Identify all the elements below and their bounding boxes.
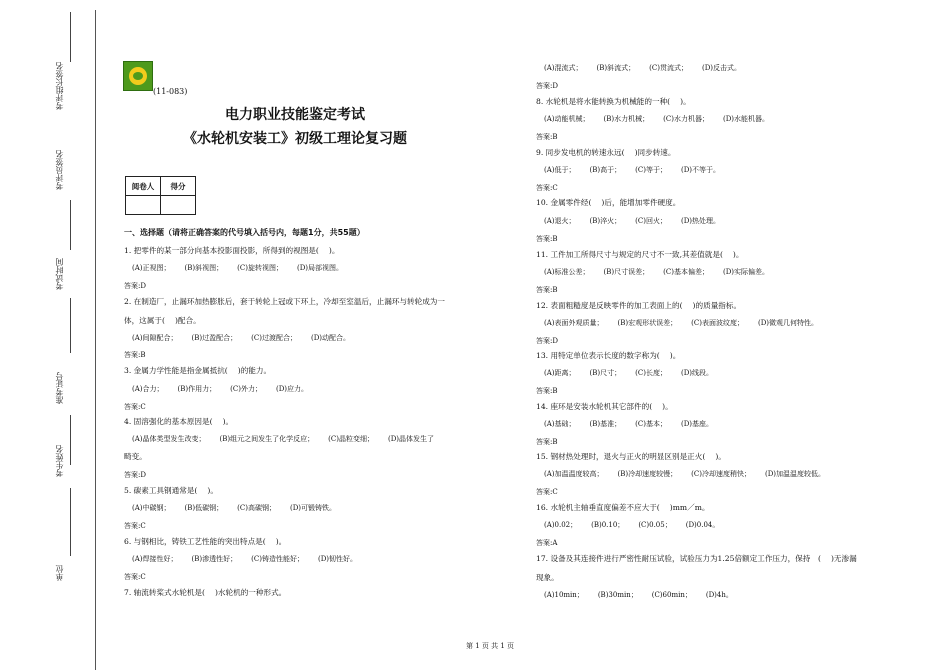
name-line [70, 488, 71, 556]
option-b: (B)渗透性好； [191, 555, 238, 563]
question-options [132, 503, 350, 513]
question-stem: 8. 水轮机是将水能转换为机械能的一种( )。 [536, 97, 691, 106]
signature-line [70, 200, 71, 250]
signature-line [70, 12, 71, 62]
option-a: (A)正视图； [132, 264, 171, 272]
answer: 答案:C [124, 403, 146, 411]
question-stem: 1. 把零件的某一部分向基本投影面投影，所得到的视图是( )。 [124, 246, 340, 255]
option-d: (D)应力。 [275, 385, 309, 393]
option-b: (B)过盈配合； [191, 334, 238, 342]
option-b: (B)高于； [589, 166, 622, 174]
exam-title: 电力职业技能鉴定考试 [225, 107, 365, 123]
option-b: (B)水力机械； [603, 115, 650, 123]
option-d: (D)水能机器。 [722, 115, 770, 123]
question-stem: 14. 座环是安装水轮机其它部件的( )。 [536, 402, 673, 411]
option-c: (C)旋转视图； [237, 264, 283, 272]
binding-line [95, 10, 96, 670]
option-c: (C)铸造性能好； [251, 555, 304, 563]
option-b: (B)尺寸； [589, 369, 622, 377]
question-options [544, 63, 755, 73]
option-a: (A)焊接性好； [132, 555, 178, 563]
page-footer: 第 1 页 共 1 页 [465, 642, 515, 650]
answer: 答案:C [124, 522, 146, 530]
option-c: (C)水力机器； [663, 115, 709, 123]
question-options [132, 333, 364, 343]
question-stem: 17. 设备及其连接件进行严密性耐压试验，试验压力为1.25倍额定工作压力，保持 ( )无渗漏 [536, 554, 857, 563]
time-line [70, 298, 71, 353]
question-options [544, 368, 727, 378]
option-b: (B)宏观形状误差； [617, 319, 678, 327]
ticket-line [70, 415, 71, 465]
answer: 答案:D [124, 471, 146, 479]
answer: 答案:C [124, 573, 146, 581]
option-a: (A)基础； [544, 420, 576, 428]
option-c: (C)基本偏差； [663, 268, 709, 276]
option-d: (D)局部视图。 [296, 264, 344, 272]
question-options [544, 165, 734, 175]
option-c: (C)60min； [651, 591, 692, 599]
option-d: (D)加温温度较低。 [764, 470, 826, 478]
answer: 答案:B [536, 438, 558, 446]
option-b: (B)冷却速度较慢； [617, 470, 678, 478]
option-c: (C)长度； [635, 369, 667, 377]
option-a: (A)中碳钢； [132, 504, 171, 512]
option-continued: 畸变。 [124, 452, 147, 461]
score-header: 得分 [161, 177, 196, 196]
option-c: (C)外力； [230, 385, 262, 393]
option-d: (D)微观几何特性。 [757, 319, 819, 327]
question-stem: 13. 用特定单位表示长度的数字称为( )。 [536, 351, 681, 360]
document-code: (11-083) [153, 87, 188, 96]
option-c: (C)高碳钢； [237, 504, 276, 512]
answer: 答案:C [536, 488, 558, 496]
option-a: (A)合力； [132, 385, 164, 393]
question-options [544, 318, 832, 328]
exam-time-label: 考试时间 [55, 258, 64, 290]
option-a: (A)表面外观质量； [544, 319, 604, 327]
question-options [544, 267, 783, 277]
question-options [544, 419, 727, 429]
score-table [125, 176, 196, 215]
option-a: (A)退火； [544, 217, 576, 225]
option-d: (D)4h。 [705, 591, 733, 599]
question-options [544, 520, 733, 530]
question-stem: 6. 与钢相比，铸铁工艺性能的突出特点是( )。 [124, 537, 287, 546]
option-c: (C)冷却速度稍快； [691, 470, 751, 478]
option-a: (A)低于； [544, 166, 576, 174]
option-c: (C)等于； [635, 166, 667, 174]
option-d: (D)韧性好。 [317, 555, 358, 563]
question-stem: 9. 同步发电机的转速永远( )同步转速。 [536, 148, 676, 157]
question-stem: 10. 金属零件经( )后，能增加零件硬度。 [536, 198, 681, 207]
question-options [544, 590, 747, 600]
question-stem-continued: 体，这属于( )配合。 [124, 316, 201, 325]
question-stem: 15. 钢材热处理时，退火与正火的明显区别是正火( )。 [536, 452, 726, 461]
option-d: (D)反击式。 [701, 64, 742, 72]
question-options [544, 114, 783, 124]
grader-cell [126, 196, 161, 215]
answer: 答案:D [536, 337, 558, 345]
question-options [544, 216, 734, 226]
option-d: (D)0.04。 [685, 521, 720, 529]
answer: 答案:B [536, 286, 558, 294]
examiner-signature-label: 考评员签名 [55, 150, 64, 190]
section-heading: 一、选择题（请将正确答案的代号填入括号内，每题1分，共55题） [124, 228, 365, 237]
question-stem: 7. 轴流转桨式水轮机是( )水轮机的一种形式。 [124, 588, 287, 597]
option-b: (B)低碳钢； [184, 504, 224, 512]
option-a: (A)0.02； [544, 521, 578, 529]
option-d: (D)基座。 [680, 420, 714, 428]
answer: 答案:D [124, 282, 146, 290]
ticket-number-label: 准考证号 [55, 372, 64, 404]
option-c: (C)过渡配合； [251, 334, 297, 342]
answer: 答案:B [536, 235, 558, 243]
option-b: (B)30min； [597, 591, 638, 599]
answer: 答案:C [536, 184, 558, 192]
question-stem-continued: 现象。 [536, 573, 559, 582]
option-d: (D)晶体发生了 [387, 435, 435, 443]
option-b: (B)基准； [589, 420, 622, 428]
option-b: (B)斜流式； [596, 64, 636, 72]
examiner-leader-signature-label: 考评组长签名 [55, 62, 64, 110]
grader-header: 阅卷人 [126, 177, 161, 196]
question-options [132, 263, 357, 273]
option-c: (C)表面波纹度； [691, 319, 744, 327]
option-b: (B)淬火； [589, 217, 622, 225]
option-c: (C)贯流式； [649, 64, 688, 72]
question-options [132, 384, 322, 394]
option-c: (C)晶粒变细； [328, 435, 374, 443]
option-a: (A)间隙配合； [132, 334, 178, 342]
option-b: (B)作用力； [177, 385, 217, 393]
question-stem: 16. 水轮机主轴垂直度偏差不应大于( )mm／m。 [536, 503, 710, 512]
question-stem: 5. 碳素工具钢通常是( )。 [124, 486, 218, 495]
option-c: (C)0.05； [638, 521, 672, 529]
option-c: (C)基本； [635, 420, 667, 428]
question-stem: 3. 金属力学性能是指金属抵抗( )的能力。 [124, 366, 272, 375]
unit-label: 单位 [55, 565, 64, 581]
question-options [132, 434, 448, 444]
answer: 答案:B [536, 387, 558, 395]
question-stem: 12. 表面粗糙度是反映零件的加工表面上的( )的质量指标。 [536, 301, 742, 310]
option-d: (D)热处理。 [680, 217, 721, 225]
option-d: (D)可锻铸铁。 [289, 504, 337, 512]
score-cell [161, 196, 196, 215]
option-d: (D)线段。 [680, 369, 714, 377]
answer: 答案:A [536, 539, 558, 547]
option-b: (B)组元之间发生了化学反应； [219, 435, 315, 443]
answer: 答案:B [536, 133, 558, 141]
question-options [132, 554, 371, 564]
option-d: (D)不等于。 [680, 166, 721, 174]
option-d: (D)动配合。 [310, 334, 351, 342]
option-a: (A)晶体类型发生改变； [132, 435, 206, 443]
answer: 答案:D [536, 82, 558, 90]
question-stem: 4. 固溶强化的基本原因是( )。 [124, 417, 234, 426]
exam-subtitle: 《水轮机安装工》初级工理论复习题 [183, 131, 407, 147]
answer: 答案:B [124, 351, 146, 359]
option-a: (A)混流式； [544, 64, 583, 72]
option-a: (A)10min； [544, 591, 584, 599]
option-a: (A)动能机械； [544, 115, 590, 123]
binding-margin [0, 0, 96, 672]
option-d: (D)实际偏差。 [722, 268, 770, 276]
question-options [544, 469, 839, 479]
question-stem: 11. 工件加工所得尺寸与规定的尺寸不一致,其差值就是( )。 [536, 250, 744, 259]
option-b: (B)斜视图； [184, 264, 224, 272]
option-c: (C)回火； [635, 217, 667, 225]
option-a: (A)标准公差； [544, 268, 590, 276]
option-a: (A)距离； [544, 369, 576, 377]
option-a: (A)加温温度较高； [544, 470, 604, 478]
option-b: (B)尺寸误差； [603, 268, 650, 276]
option-b: (B)0.10； [591, 521, 625, 529]
candidate-name-label: 考生姓名 [55, 445, 64, 477]
question-stem: 2. 在制造厂，止漏环加热膨胀后，套于转轮上冠或下环上，冷却至室温后，止漏环与转轮成为一 [124, 297, 445, 306]
logo-icon [123, 61, 153, 91]
